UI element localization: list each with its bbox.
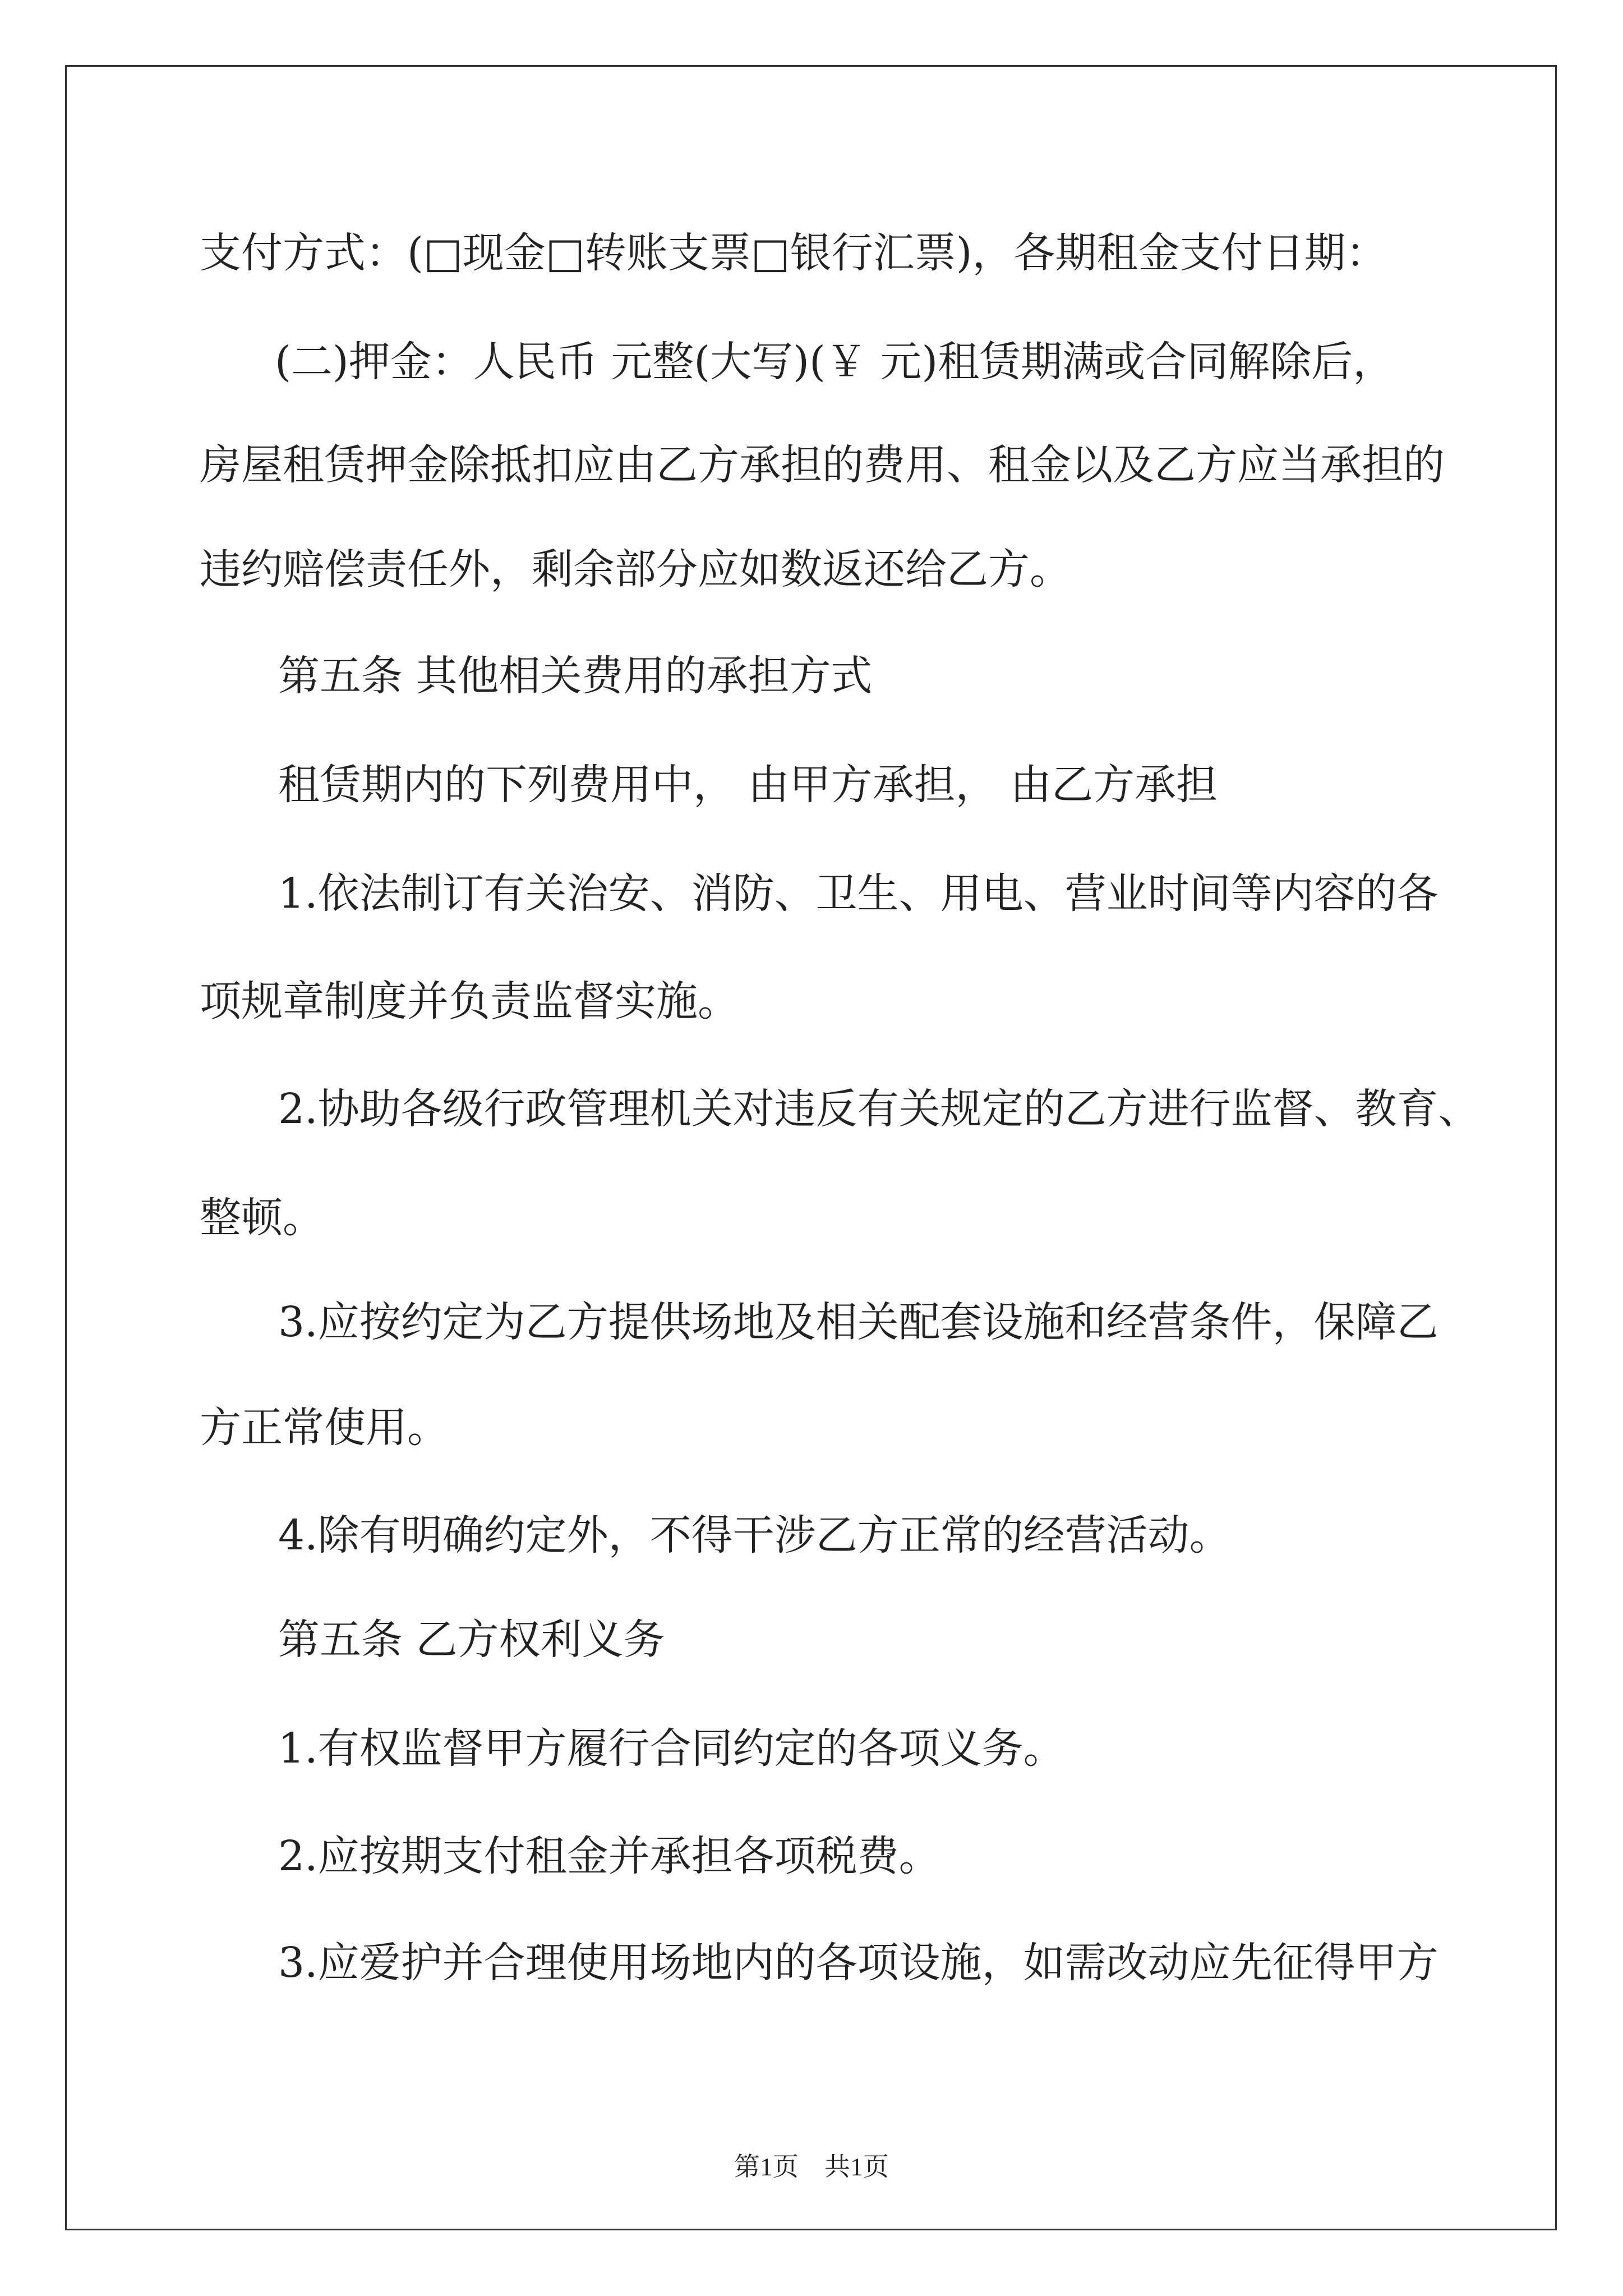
section-heading: 第五条 乙方权利义务 — [278, 1616, 665, 1664]
text-line: 房屋租赁押金除抵扣应由乙方承担的费用、租金以及乙方应当承担的 — [200, 441, 1445, 489]
section-heading: 第五条 其他相关费用的承担方式 — [278, 652, 873, 700]
list-item: 3.应爱护并合理使用场地内的各项设施，如需改动应先征得甲方 — [278, 1939, 1438, 1987]
list-item: 4.除有明确约定外，不得干涉乙方正常的经营活动。 — [278, 1511, 1231, 1559]
list-item: 2.协助各级行政管理机关对违反有关规定的乙方进行监督、教育、 — [278, 1085, 1480, 1133]
text-line: (二)押金：人民币 元整(大写)(￥ 元)租赁期满或合同解除后， — [275, 338, 1395, 386]
text-line: 项规章制度并负责监督实施。 — [200, 977, 739, 1025]
page-total: 共1页 — [824, 2152, 889, 2181]
list-item: 1.依法制订有关治安、消防、卫生、用电、营业时间等内容的各 — [278, 869, 1438, 918]
list-item: 2.应按期支付租金并承担各项税费。 — [278, 1832, 940, 1880]
text-line: 租赁期内的下列费用中， 由甲方承担， 由乙方承担 — [278, 761, 1218, 809]
page-footer — [0, 2146, 1623, 2183]
text-line: 支付方式：(□现金□转账支票□银行汇票)，各期租金支付日期： — [200, 229, 1387, 277]
list-item: 3.应按约定为乙方提供场地及相关配套设施和经营条件，保障乙 — [278, 1298, 1438, 1346]
text-line: 方正常使用。 — [200, 1404, 449, 1452]
text-line: 整顿。 — [200, 1194, 324, 1242]
text-line: 违约赔偿责任外，剩余部分应如数返还给乙方。 — [200, 545, 1071, 593]
page-number: 第1页 — [734, 2152, 799, 2181]
list-item: 1.有权监督甲方履行合同约定的各项义务。 — [278, 1724, 1065, 1773]
page-border — [65, 65, 1557, 2230]
